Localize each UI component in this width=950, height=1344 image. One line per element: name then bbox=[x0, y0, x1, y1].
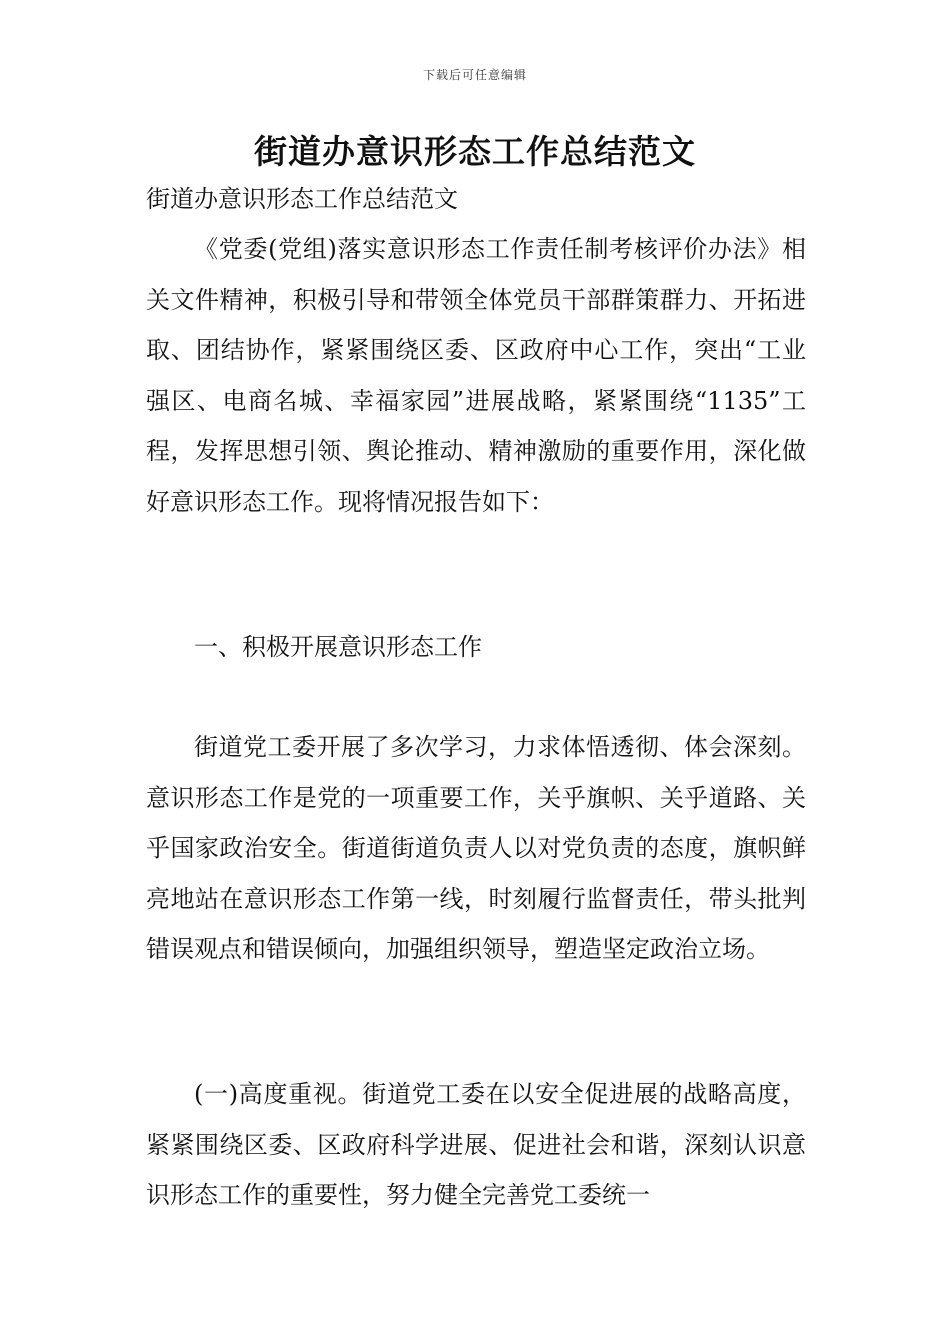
paragraph-3: (一)高度重视。街道党工委在以安全促进展的战略高度，紧紧围绕区委、区政府科学进展、促进社会和谐，深刻认识意识形态工作的重要性，努力健全完善党工委统一 bbox=[146, 1080, 806, 1210]
paragraph-intro: 《党委(党组)落实意识形态工作责任制考核评价办法》相关文件精神，积极引导和带领全体党员干部群策群力、开拓进取、团结协作，紧紧围绕区委、区政府中心工作，突出“工业强区、电商名城、幸福家园”进展战略，紧紧围绕“1135”工程，发挥思想引领、舆论推动、精神激励的重要作用，深化做好意识形态工作。现将情况报告如下： bbox=[146, 235, 806, 516]
document-subtitle: 街道办意识形态工作总结范文 bbox=[146, 185, 458, 213]
paragraph-2: 街道党工委开展了多次学习，力求体悟透彻、体会深刻。意识形态工作是党的一项重要工作，关乎旗帜、关乎道路、关乎国家政治安全。街道街道负责人以对党负责的态度，旗帜鲜亮地站在意识形态工作第一线，时刻履行监督责任，带头批判错误观点和错误倾向，加强组织领导，塑造坚定政治立场。 bbox=[146, 733, 806, 964]
header-note: 下载后可任意编辑 bbox=[422, 68, 527, 82]
document-title: 街道办意识形态工作总结范文 bbox=[254, 132, 696, 171]
section-heading-1: 一、积极开展意识形态工作 bbox=[194, 633, 482, 661]
